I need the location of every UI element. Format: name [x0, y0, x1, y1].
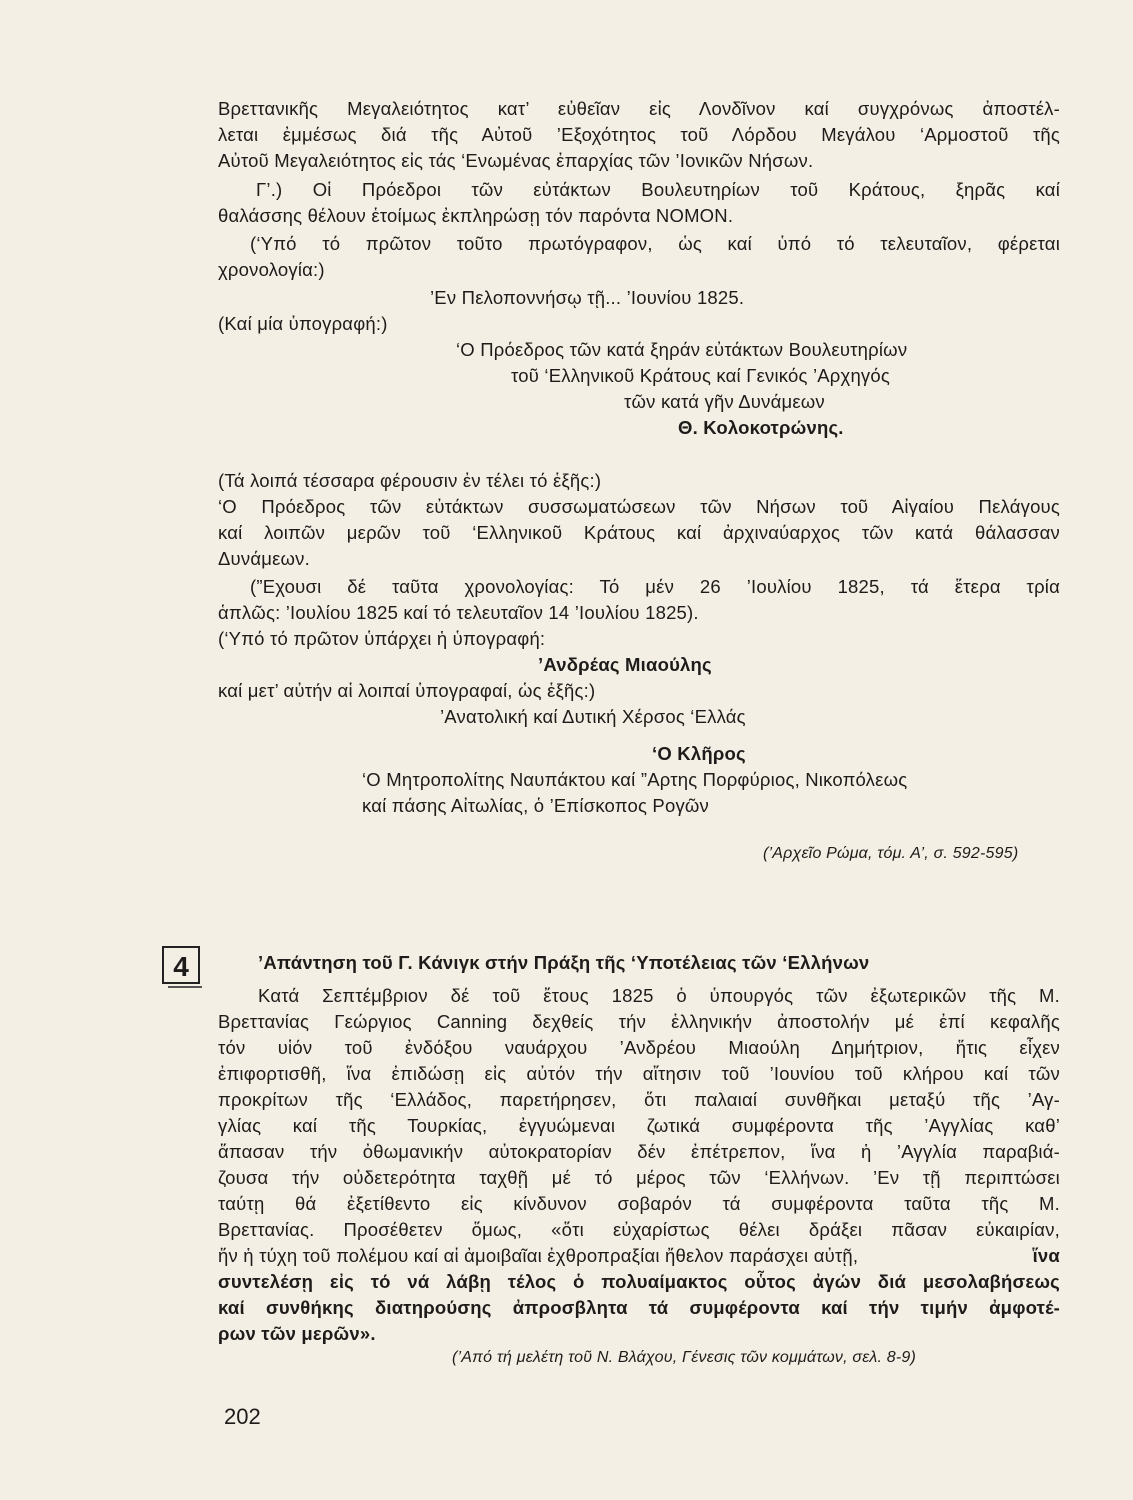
text-line: Δυνάμεων.	[218, 548, 310, 569]
text-line: Βρεττανίας Γεώργιος Canning δεχθείς τήν ἑλληνικήν ἀποστολήν μέ ἐπί κεφαλῆς	[218, 1011, 1060, 1032]
text-line-part: ἵνα	[1032, 1245, 1060, 1266]
text-line: συντελέσῃ εἰς τό νά λάβῃ τέλος ὁ πολυαίμακτος οὗτος ἀγών διά μεσολαβήσεως	[218, 1271, 1060, 1292]
text-line: (Καί μία ὑπογραφή:)	[218, 313, 388, 334]
text-line: Γ’.) Οἱ Πρόεδροι τῶν εὐτάκτων Βουλευτηρίων τοῦ Κράτους, ξηρᾶς καί	[256, 179, 1060, 200]
text-line: ἁπλῶς: ’Ιουλίου 1825 καί τό τελευταῖον 14 ’Ιουλίου 1825).	[218, 602, 699, 623]
text-line: καί λοιπῶν μερῶν τοῦ ‘Ελληνικοῦ Κράτους καί ἀρχιναύαρχος τῶν κατά θάλασσαν	[218, 522, 1060, 543]
text-line: (‘Υπό τό πρῶτον τοῦτο πρωτόγραφον, ὡς καί ὑπό τό τελευταῖον, φέρεται	[250, 233, 1060, 254]
text-line: Αὐτοῦ Μεγαλειότητος εἰς τάς ‘Ενωμένας ἐπαρχίας τῶν ’Ιονικῶν Νήσων.	[218, 150, 814, 171]
text-line: τόν υἱόν τοῦ ἐνδόξου ναυάρχου ’Ανδρέου Μιαούλη Δημήτριον, ἥτις εἶχεν	[218, 1037, 1060, 1058]
text-line: ἐπιφορτισθῆ, ἵνα ἐπιδώσῃ εἰς αὐτόν τήν αἴτησιν τοῦ ’Ιουνίου τοῦ κλήρου καί τῶν	[218, 1063, 1060, 1084]
text-line: ‘Ο Πρόεδρος τῶν εὐτάκτων συσσωματώσεων τῶν Νήσων τοῦ Αἰγαίου Πελάγους	[218, 496, 1060, 517]
source-citation: (’Από τή μελέτη τοῦ Ν. Βλάχου, Γένεσις τῶν κομμάτων, σελ. 8-9)	[452, 1349, 917, 1366]
text-line: Κατά Σεπτέμβριον δέ τοῦ ἔτους 1825 ὁ ὑπουργός τῶν ἐξωτερικῶν τῆς Μ.	[258, 985, 1060, 1006]
text-line-part: ἥν ἡ τύχη τοῦ πολέμου καί αἱ ἀμοιβαῖαι ἐχθροπραξίαι ἤθελον παράσχει αὐτῇ,	[218, 1245, 859, 1266]
signature-line: τῶν κατά γῆν Δυνάμεων	[624, 391, 825, 412]
text-line: προκρίτων τῆς ‘Ελλάδος, παρετήρησεν, ὅτι παλαιαί συνθῆκαι μεταξύ τῆς ’Αγ-	[218, 1089, 1060, 1110]
text-line	[218, 1243, 1060, 1269]
source-citation: (’Αρχεῖο Ρώμα, τόμ. Α’, σ. 592-595)	[763, 845, 1019, 862]
document-heading: ’Απάντηση τοῦ Γ. Κάνιγκ στήν Πράξη τῆς ‘Υποτέλειας τῶν ‘Ελλήνων	[258, 952, 870, 973]
text-line: ρων τῶν μερῶν».	[218, 1323, 376, 1344]
document-number-badge: 4	[162, 946, 200, 984]
date-line: ’Εν Πελοποννήσῳ τῇ... ’Ιουνίου 1825.	[430, 287, 745, 308]
text-line: (Τά λοιπά τέσσαρα φέρουσιν ἐν τέλει τό ἑξῆς:)	[218, 470, 602, 491]
text-line: καί μετ’ αὐτήν αἱ λοιπαί ὑπογραφαί, ὡς ἑξῆς:)	[218, 680, 596, 701]
text-line: χρονολογία:)	[218, 259, 325, 280]
signature-name: ’Ανδρέας Μιαούλης	[538, 654, 712, 675]
text-line: ἅπασαν τήν ὀθωμανικήν αὐτοκρατορίαν δέν ἐπέτρεπον, ἵνα ἡ ’Αγγλία παραβιά-	[218, 1141, 1060, 1162]
text-line: ‘Ο Μητροπολίτης Ναυπάκτου καί ”Αρτης Πορφύριος, Νικοπόλεως	[362, 769, 908, 790]
text-line: θαλάσσης θέλουν ἑτοίμως ἐκπληρώσῃ τόν παρόντα ΝΟΜΟΝ.	[218, 205, 734, 226]
text-line: ταύτῃ θά ἐξετίθεντο εἰς κίνδυνον σοβαρόν τά συμφέροντα ταῦτα τῆς Μ.	[218, 1193, 1060, 1214]
page-number: 202	[224, 1404, 261, 1429]
text-line: ζουσα τήν οὐδετερότητα ταχθῇ μέ τό μέρος τῶν ‘Ελλήνων. ’Εν τῇ περιπτώσει	[218, 1167, 1060, 1188]
text-line: Βρεττανίας. Προσέθετεν ὅμως, «ὅτι εὐχαρίστως θέλει δράξει πᾶσαν εὐκαιρίαν,	[218, 1219, 1060, 1240]
text-line: καί πάσης Αἰτωλίας, ὁ ’Επίσκοπος Ρογῶν	[362, 795, 709, 816]
text-line: (‘Υπό τό πρῶτον ὑπάρχει ἡ ὑπογραφή:	[218, 628, 546, 649]
text-line: ’Ανατολική καί Δυτική Χέρσος ‘Ελλάς	[440, 706, 746, 727]
section-heading: ‘Ο Κλῆρος	[652, 743, 746, 764]
text-line: Βρεττανικῆς Μεγαλειότητος κατ’ εὐθεῖαν εἰς Λονδῖνον καί συγχρόνως ἀποστέλ-	[218, 98, 1060, 119]
signature-line: ‘Ο Πρόεδρος τῶν κατά ξηράν εὐτάκτων Βουλευτηρίων	[456, 339, 908, 360]
signature-line: τοῦ ‘Ελληνικοῦ Κράτους καί Γενικός ’Αρχηγός	[511, 365, 890, 386]
text-line: καί συνθήκης διατηρούσης ἀπροσβλητα τά συμφέροντα καί τήν τιμήν ἀμφοτέ-	[218, 1297, 1060, 1318]
text-line: γλίας καί τῆς Τουρκίας, ἐγγυώμεναι ζωτικά συμφέροντα τῆς ’Αγγλίας καθ’	[218, 1115, 1060, 1136]
text-line: (”Εχουσι δέ ταῦτα χρονολογίας: Τό μέν 26 ’Ιουλίου 1825, τά ἕτερα τρία	[250, 576, 1060, 597]
text-line: λεται ἐμμέσως διά τῆς Αὐτοῦ ’Εξοχότητος τοῦ Λόρδου Μεγάλου ‘Αρμοστοῦ τῆς	[218, 124, 1060, 145]
signature-name: Θ. Κολοκοτρώνης.	[678, 417, 844, 438]
